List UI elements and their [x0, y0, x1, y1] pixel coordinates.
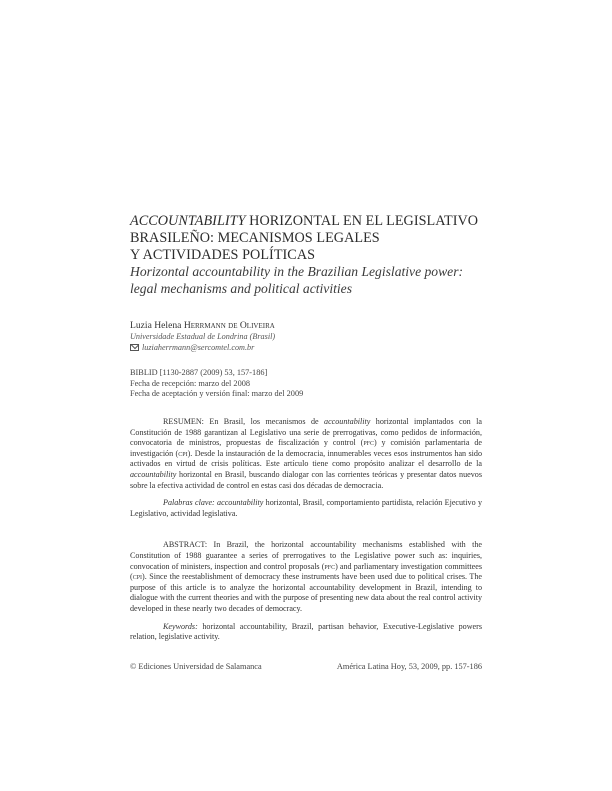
author-email[interactable]: luziaherrmann@sercomtel.com.br — [142, 342, 255, 352]
resumen-text-5: horizontal en Brasil, buscando dialogar con las corrientes teóricas y presentar datos nuevos sobre la efectiva actividad de control en estas casi dos décadas de democracia. — [130, 469, 482, 490]
resumen-abbr-pfc: pfc — [363, 438, 374, 448]
resumen-text-2: horizontal implantados con la Constitución de 1988 garantizan al Legislativo una serie de prerrogativas, como pedidos de información, convocatoria de ministros, propuestas de fiscalización y control ( — [130, 417, 483, 448]
article-title-line-1 — [130, 213, 490, 230]
resumen-paragraph — [130, 417, 482, 491]
abstract-abbr-cpi: cpi — [132, 572, 143, 582]
article-title-line-3: Y ACTIVIDADES POLÍTICAS — [130, 247, 316, 263]
palabras-clave-text: horizontal, Brasil, comportamiento partidista, relación Ejecutivo y Legislativo, actividad legislativa. — [130, 498, 482, 518]
author-name — [130, 320, 490, 332]
abstract-abbr-pfc: pfc — [324, 561, 336, 571]
abstract-text-3: ). Since the reestablishment of democracy these instruments have been used due to political crises. The purpose of this article is to analyze the horizontal accountability development in Brazil, intending to dialogue with the current theories and with the purpose of presenting new data about the real control activity developed in these nearly two decades of democracy. — [130, 572, 482, 613]
keywords-label: Keywords: — [163, 621, 198, 631]
resumen-italic-2: accountability — [130, 469, 177, 479]
envelope-icon — [130, 344, 139, 351]
publisher-copyright: © Ediciones Universidad de Salamanca — [130, 662, 262, 671]
acceptance-date: Fecha de aceptación y versión final: marzo del 2009 — [130, 389, 304, 398]
resumen-text-1: En Brasil, los mecanismos de — [209, 417, 325, 426]
biblid-reference: BIBLID [1130-2887 (2009) 53, 157-186] — [130, 368, 268, 377]
keywords-paragraph — [130, 622, 482, 643]
article-title-line-2: BRASILEÑO: MECANISMOS LEGALES — [130, 230, 380, 246]
resumen-abbr-cpi: cpi — [178, 448, 188, 458]
english-title-line-2: legal mechanisms and political activities — [130, 280, 352, 296]
author-email-line — [130, 343, 490, 354]
resumen-text-3: ) y comisión parlamentaria de investigación ( — [130, 438, 482, 458]
abstract-paragraph — [130, 540, 482, 614]
abstract-text-2: ) and parliamentary investigation committees ( — [130, 561, 482, 582]
article-title-block — [130, 213, 490, 297]
abstracts-section — [130, 417, 482, 643]
english-title-line-1: Horizontal accountability in the Brazilian Legislative power: — [130, 264, 464, 279]
resumen-label: RESUMEN: — [163, 417, 210, 426]
abstract-label: ABSTRACT: — [163, 540, 214, 550]
journal-citation: América Latina Hoy, 53, 2009, pp. 157-186 — [336, 662, 482, 671]
palabras-clave-paragraph — [130, 498, 482, 519]
author-first-name: Luzia Helena — [130, 320, 184, 331]
reception-date: Fecha de recepción: marzo del 2008 — [130, 378, 251, 388]
resumen-italic-1: accountability — [324, 417, 371, 426]
palabras-clave-label: Palabras clave: accountability — [163, 498, 264, 508]
abstract-text-1: In Brazil, the horizontal accountability mechanisms established with the Constitution of 1988 guarantee a series of prerrogatives to the Legislative power such as: inquiries, convocation of ministers, inspection and control proposals ( — [130, 540, 482, 571]
title-italic-term: ACCOUNTABILITY — [130, 213, 246, 229]
resumen-text-4: ). Desde la instauración de la democracia, innumerables veces esos instrumentos han sido activados en virtud de crisis políticas. Este artículo tiene como propósito analizar el desarrollo de la — [130, 448, 482, 469]
title-line-1-rest: HORIZONTAL EN EL LEGISLATIVO — [245, 213, 479, 229]
author-block — [130, 320, 490, 353]
author-affiliation: Universidade Estadual de Londrina (Brasil) — [130, 332, 276, 341]
author-last-name: Herrmann de Oliveira — [183, 320, 275, 331]
keywords-text: horizontal accountability, Brazil, partisan behavior, Executive-Legislative powers relation, legislative activity. — [130, 621, 482, 642]
biblid-block — [130, 368, 490, 400]
